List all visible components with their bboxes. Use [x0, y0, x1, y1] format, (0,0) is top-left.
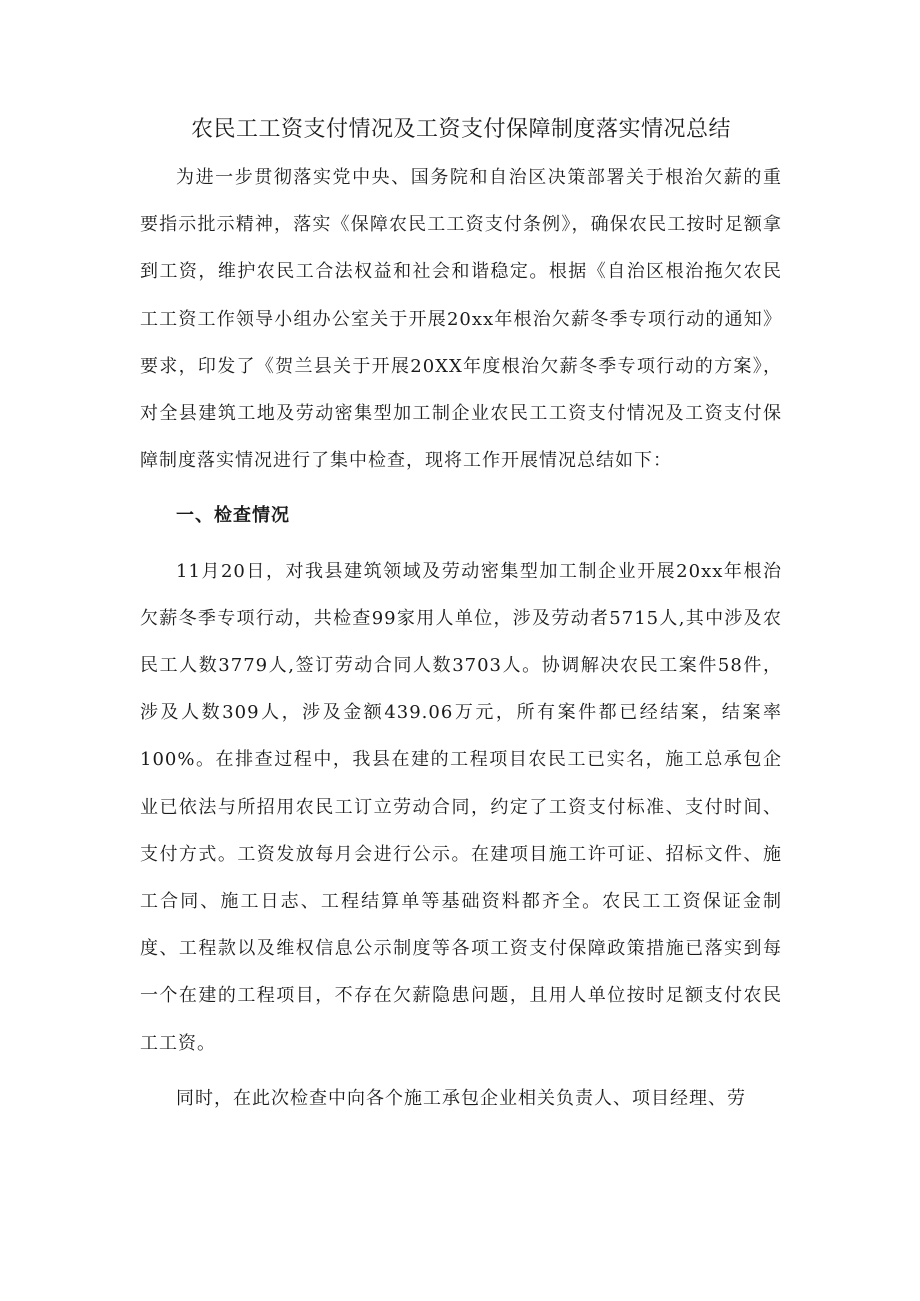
- intro-paragraph: 为进一步贯彻落实党中央、国务院和自治区决策部署关于根治欠薪的重要指示批示精神，落实《保障农民工工资支付条例》，确保农民工按时足额拿到工资，维护农民工合法权益和社会和谐稳定。根据《自治区根治拖欠农民工工资工作领导小组办公室关于开展20xx年根治欠薪冬季专项行动的通知》要求，印发了《贺兰县关于开展20XX年度根治欠薪冬季专项行动的方案》，对全县建筑工地及劳动密集型加工制企业农民工工资支付情况及工资支付保障制度落实情况进行了集中检查，现将工作开展情况总结如下：: [140, 167, 782, 472]
- document-title: 农民工工资支付情况及工资支付保障制度落实情况总结: [190, 117, 731, 142]
- document-page: [140, 112, 782, 1122]
- inspection-paragraph: 11月20日，对我县建筑领域及劳动密集型加工制企业开展20xx年根治欠薪冬季专项行动，共检查99家用人单位，涉及劳动者5715人,其中涉及农民工人数3779人,签订劳动合同人数3703人。协调解决农民工案件58件，涉及人数309人，涉及金额439.06万元，所有案件都已经结案，结案率100%。在排查过程中，我县在建的工程项目农民工已实名，施工总承包企业已依法与所招用农民工订立劳动合同，约定了工资支付标准、支付时间、支付方式。工资发放每月会进行公示。在建项目施工许可证、招标文件、施工合同、施工日志、工程结算单等基础资料都齐全。农民工工资保证金制度、工程款以及维权信息公示制度等各项工资支付保障政策措施已落实到每一个在建的工程项目，不存在欠薪隐患问题，且用人单位按时足额支付农民工工资。: [140, 560, 782, 1054]
- section-heading-inspection: 一、检查情况: [176, 505, 290, 527]
- continuation-paragraph: 同时，在此次检查中向各个施工承包企业相关负责人、项目经理、劳: [176, 1087, 746, 1109]
